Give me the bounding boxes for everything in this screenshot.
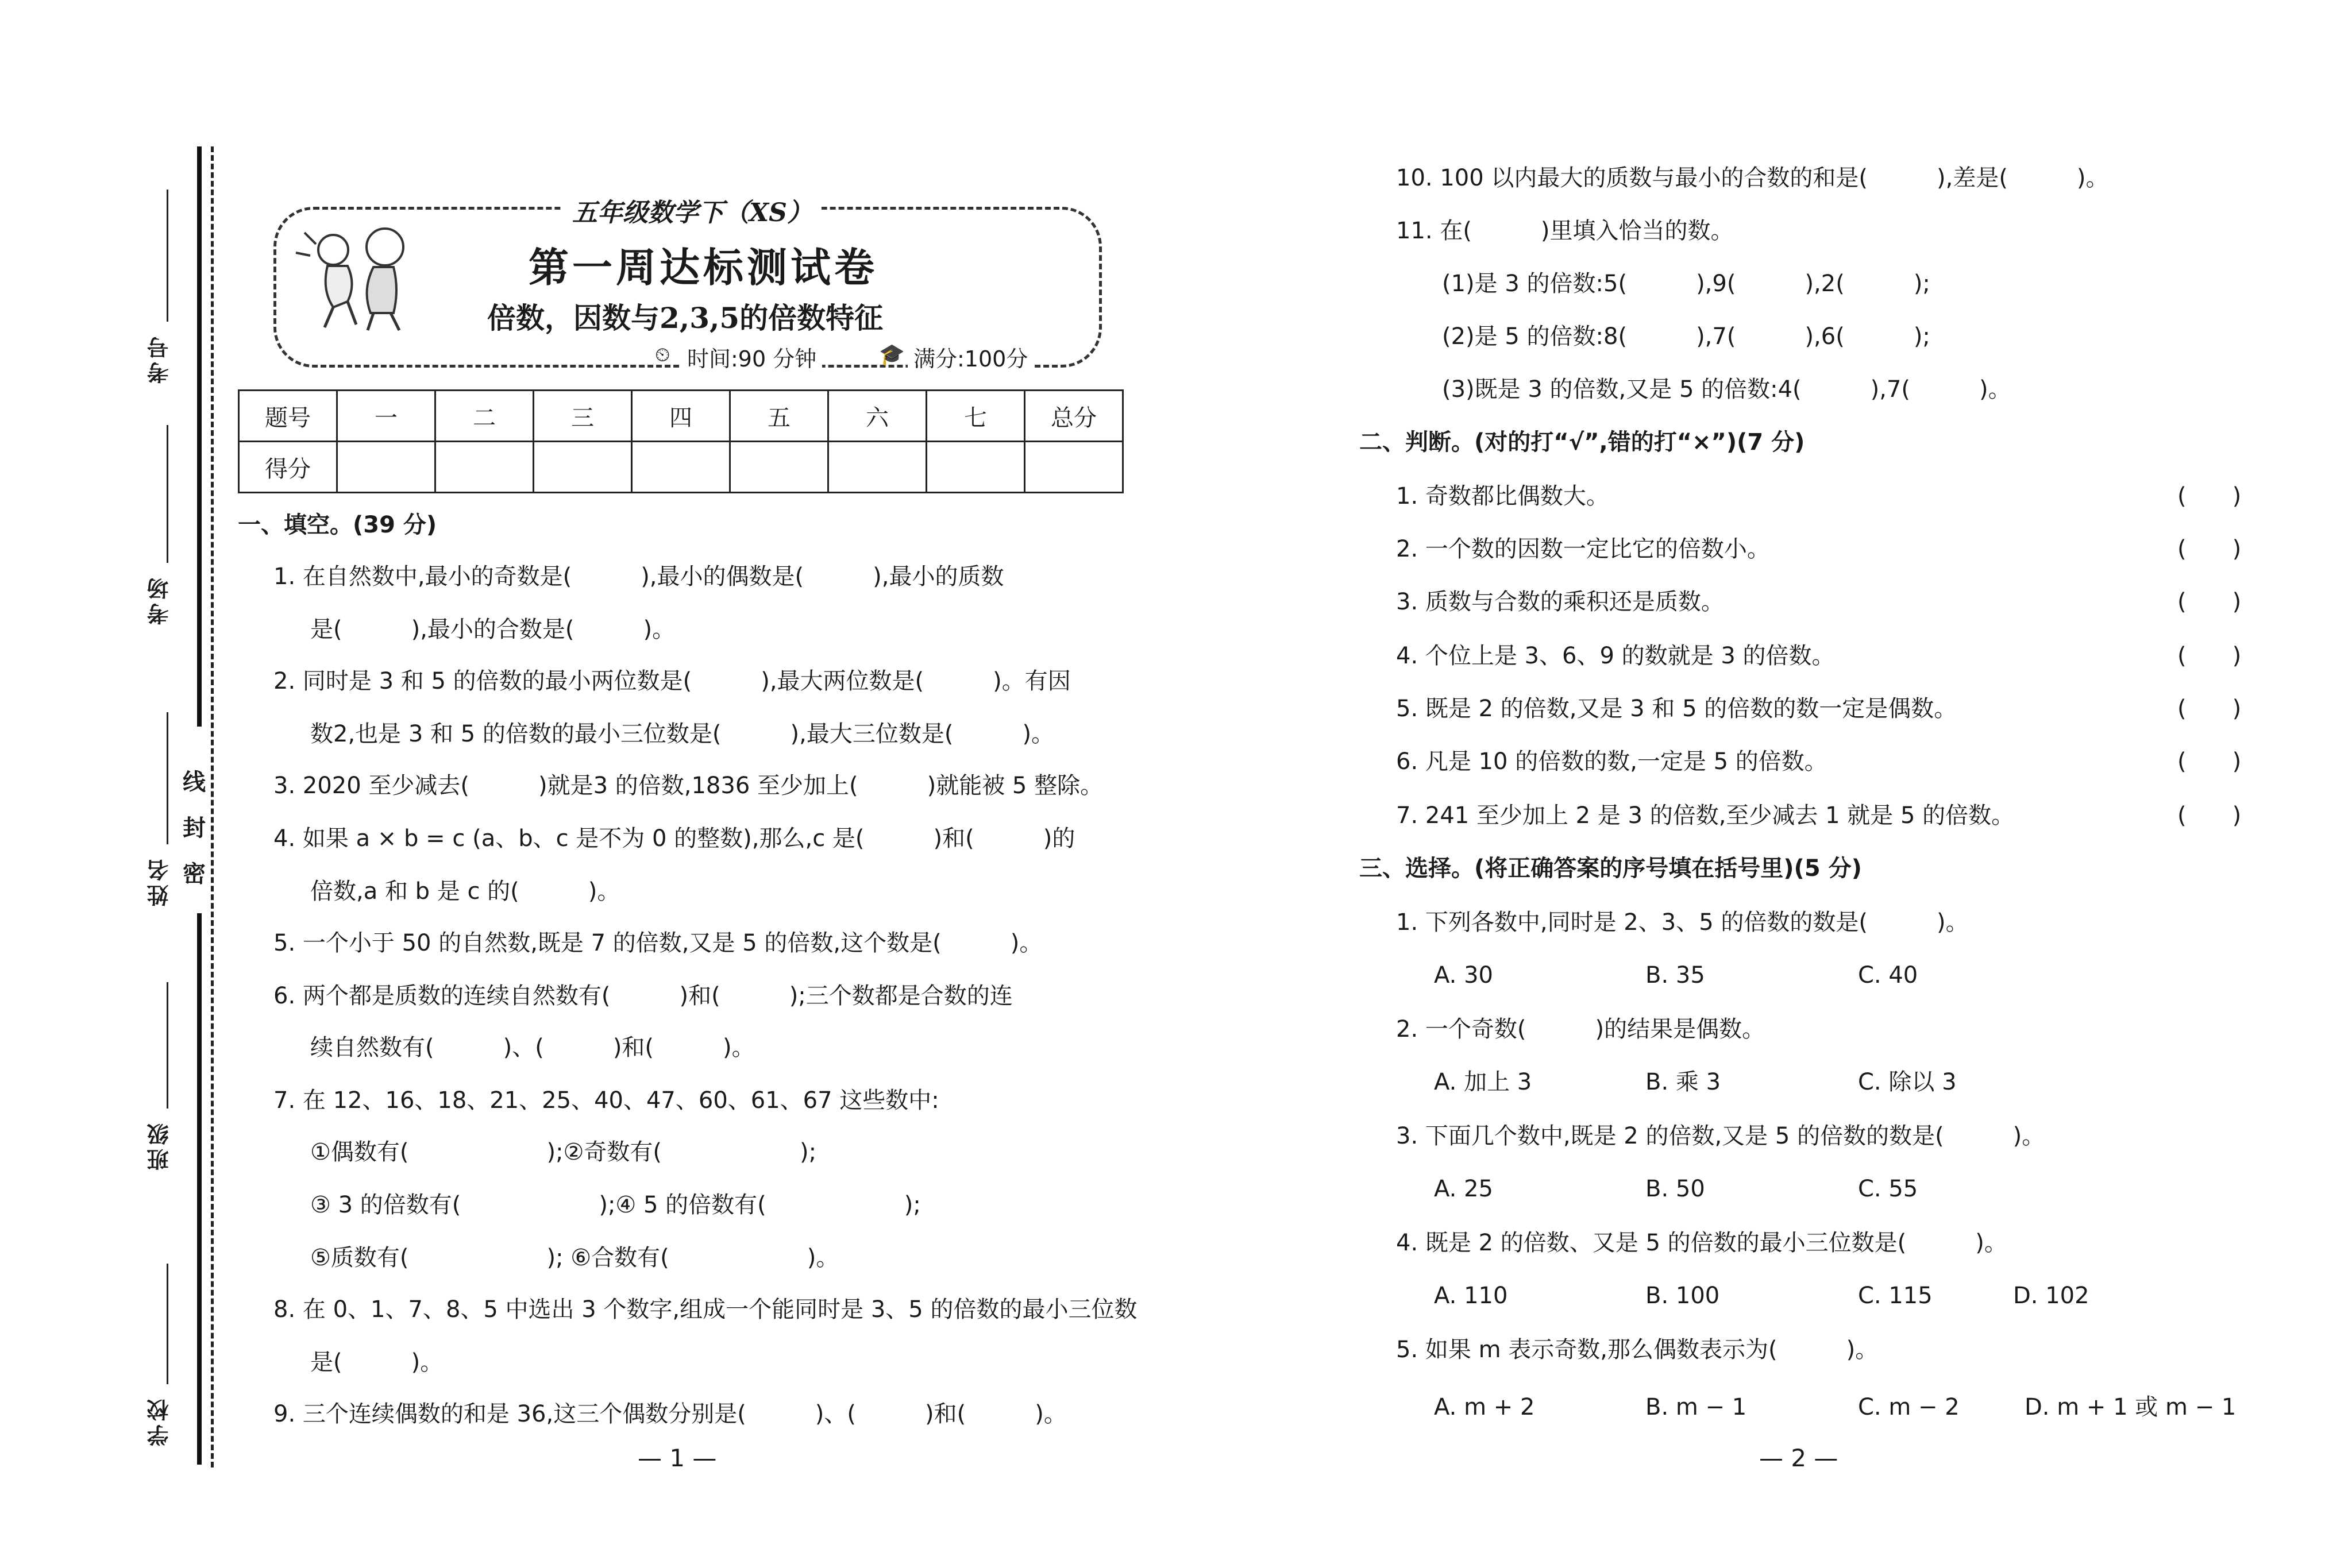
binding-bar-bottom — [197, 913, 202, 1465]
seal-mi: 密 — [183, 861, 206, 887]
cell: 得分 — [239, 442, 337, 493]
question-line: ③ 3 的倍数有( );④ 5 的倍数有( ); — [310, 1192, 921, 1218]
label-xingming: 姓名 — [147, 856, 172, 906]
choice-option: B. 乘 3 — [1645, 1069, 1721, 1095]
score-cell[interactable] — [337, 442, 435, 493]
cell: 六 — [828, 391, 927, 442]
choice-option: C. 115 — [1858, 1283, 1933, 1309]
xingming-blank — [167, 712, 168, 844]
question-line: 是( ),最小的合数是( )。 — [310, 616, 676, 643]
choice-option: B. 50 — [1645, 1176, 1705, 1202]
full-score: 满分:100分 — [908, 341, 1034, 373]
judge-answer-blank[interactable]: ( ) — [2177, 802, 2242, 829]
judge-item: 7. 241 至少加上 2 是 3 的倍数,至少减去 1 就是 5 的倍数。 — [1396, 802, 2015, 829]
score-table-header-row — [239, 391, 1123, 442]
page-number-2: — 2 — — [1759, 1444, 1838, 1472]
cell: 一 — [337, 391, 435, 442]
question-line: 续自然数有( )、( )和( )。 — [310, 1034, 755, 1061]
judge-answer-blank[interactable]: ( ) — [2177, 536, 2242, 562]
question-line: 倍数,a 和 b 是 c 的( )。 — [310, 878, 620, 905]
cell: 四 — [632, 391, 730, 442]
choice-question: 4. 既是 2 的倍数、又是 5 的倍数的最小三位数是( )。 — [1396, 1230, 2007, 1256]
question-line: (3)既是 3 的倍数,又是 5 的倍数:4( ),7( )。 — [1442, 376, 2011, 403]
question-line: 4. 如果 a × b = c (a、b、c 是不为 0 的整数),那么,c 是( )和( )的 — [273, 825, 1075, 852]
choice-option: C. 40 — [1858, 962, 1918, 988]
judge-item: 3. 质数与合数的乘积还是质数。 — [1396, 589, 1724, 615]
kaohao-blank — [167, 190, 168, 322]
cell: 三 — [534, 391, 632, 442]
cap-icon: 🎓 — [879, 343, 905, 366]
judge-answer-blank[interactable]: ( ) — [2177, 483, 2242, 509]
choice-option: C. 除以 3 — [1858, 1069, 1957, 1095]
score-cell[interactable] — [730, 442, 828, 493]
question-line: 11. 在( )里填入恰当的数。 — [1396, 218, 1734, 244]
judge-item: 2. 一个数的因数一定比它的倍数小。 — [1396, 536, 1770, 562]
question-line: 8. 在 0、1、7、8、5 中选出 3 个数字,组成一个能同时是 3、5 的倍数的最小三位数 — [273, 1296, 1138, 1323]
cell: 七 — [927, 391, 1025, 442]
time-limit: 时间:90 分钟 — [681, 341, 822, 373]
choice-question: 5. 如果 m 表示奇数,那么偶数表示为( )。 — [1396, 1337, 1879, 1363]
question-line: 9. 三个连续偶数的和是 36,这三个偶数分别是( )、( )和( )。 — [273, 1401, 1067, 1427]
question-line: ①偶数有( );②奇数有( ); — [310, 1139, 817, 1165]
question-line: 6. 两个都是质数的连续自然数有( )和( );三个数都是合数的连 — [273, 983, 1013, 1009]
choice-option: D. m + 1 或 m − 1 — [2025, 1394, 2237, 1420]
cell: 题号 — [239, 391, 337, 442]
cell: 总分 — [1025, 391, 1123, 442]
label-kaochang: 考场 — [147, 574, 172, 625]
label-kaohao: 考号 — [147, 333, 172, 384]
xuexiao-blank — [167, 1264, 168, 1384]
choice-question: 1. 下列各数中,同时是 2、3、5 的倍数的数是( )。 — [1396, 909, 1969, 936]
section-2-heading: 二、判断。(对的打“√”,错的打“×”)(7 分) — [1359, 429, 1805, 455]
kids-illustration — [293, 221, 425, 336]
label-xuexiao: 学校 — [147, 1396, 172, 1446]
cell: 二 — [435, 391, 534, 442]
choice-option: C. 55 — [1858, 1176, 1918, 1202]
judge-answer-blank[interactable]: ( ) — [2177, 643, 2242, 669]
binding-dashed-line — [211, 146, 214, 1467]
question-line: ⑤质数有( ); ⑥合数有( )。 — [310, 1245, 839, 1271]
choice-option: B. 100 — [1645, 1283, 1720, 1309]
judge-answer-blank[interactable]: ( ) — [2177, 748, 2242, 775]
choice-option: A. 110 — [1434, 1283, 1508, 1309]
judge-answer-blank[interactable]: ( ) — [2177, 589, 2242, 615]
binding-bar-top — [197, 146, 202, 727]
score-cell[interactable] — [828, 442, 927, 493]
score-cell[interactable] — [534, 442, 632, 493]
label-banji: 班级 — [147, 1120, 172, 1171]
score-cell[interactable] — [435, 442, 534, 493]
judge-answer-blank[interactable]: ( ) — [2177, 696, 2242, 722]
score-cell[interactable] — [1025, 442, 1123, 493]
choice-question: 2. 一个奇数( )的结果是偶数。 — [1396, 1016, 1765, 1042]
choice-option: A. 加上 3 — [1434, 1069, 1532, 1095]
choice-option: A. 30 — [1434, 962, 1493, 988]
clock-icon: ⏲ — [655, 343, 670, 366]
choice-option: C. m − 2 — [1858, 1394, 1960, 1420]
page-subtitle: 倍数，因数与2,3,5的倍数特征 — [487, 301, 884, 335]
section-1-heading: 一、填空。(39 分) — [238, 512, 437, 538]
choice-option: B. m − 1 — [1645, 1394, 1747, 1420]
score-table-score-row — [239, 442, 1123, 493]
question-line: 10. 100 以内最大的质数与最小的合数的和是( ),差是( )。 — [1396, 165, 2109, 191]
question-line: 7. 在 12、16、18、21、25、40、47、60、61、67 这些数中: — [273, 1087, 939, 1114]
question-line: 5. 一个小于 50 的自然数,既是 7 的倍数,又是 5 的倍数,这个数是( )。 — [273, 930, 1043, 956]
choice-question: 3. 下面几个数中,既是 2 的倍数,又是 5 的倍数的数是( )。 — [1396, 1123, 2045, 1149]
score-cell[interactable] — [927, 442, 1025, 493]
seal-feng: 封 — [183, 815, 206, 841]
series-label: 五年级数学下（XS） — [563, 192, 822, 229]
cell: 五 — [730, 391, 828, 442]
seal-xian: 线 — [183, 769, 206, 795]
score-cell[interactable] — [632, 442, 730, 493]
question-line: 是( )。 — [310, 1349, 444, 1376]
judge-item: 6. 凡是 10 的倍数的数,一定是 5 的倍数。 — [1396, 748, 1827, 775]
page-title: 第一周达标测试卷 — [529, 244, 878, 291]
judge-item: 5. 既是 2 的倍数,又是 3 和 5 的倍数的数一定是偶数。 — [1396, 696, 1957, 722]
banji-blank — [167, 982, 168, 1109]
question-line: 1. 在自然数中,最小的奇数是( ),最小的偶数是( ),最小的质数 — [273, 563, 1004, 590]
question-line: 数2,也是 3 和 5 的倍数的最小三位数是( ),最大三位数是( )。 — [310, 721, 1055, 747]
judge-item: 1. 奇数都比偶数大。 — [1396, 483, 1609, 509]
choice-option: A. m + 2 — [1434, 1394, 1535, 1420]
question-line: (2)是 5 的倍数:8( ),7( ),6( ); — [1442, 323, 1930, 350]
page-number-1: — 1 — — [638, 1444, 717, 1472]
score-table — [238, 389, 1124, 493]
question-line: (1)是 3 的倍数:5( ),9( ),2( ); — [1442, 271, 1930, 297]
choice-option: B. 35 — [1645, 962, 1705, 988]
judge-item: 4. 个位上是 3、6、9 的数就是 3 的倍数。 — [1396, 643, 1835, 669]
choice-option: A. 25 — [1434, 1176, 1493, 1202]
question-line: 2. 同时是 3 和 5 的倍数的最小两位数是( ),最大两位数是( )。有因 — [273, 668, 1071, 694]
question-line: 3. 2020 至少减去( )就是3 的倍数,1836 至少加上( )就能被 5 整除。 — [273, 773, 1104, 799]
section-3-heading: 三、选择。(将正确答案的序号填在括号里)(5 分) — [1359, 855, 1862, 882]
kaochang-blank — [167, 425, 168, 563]
choice-option: D. 102 — [2013, 1283, 2089, 1309]
